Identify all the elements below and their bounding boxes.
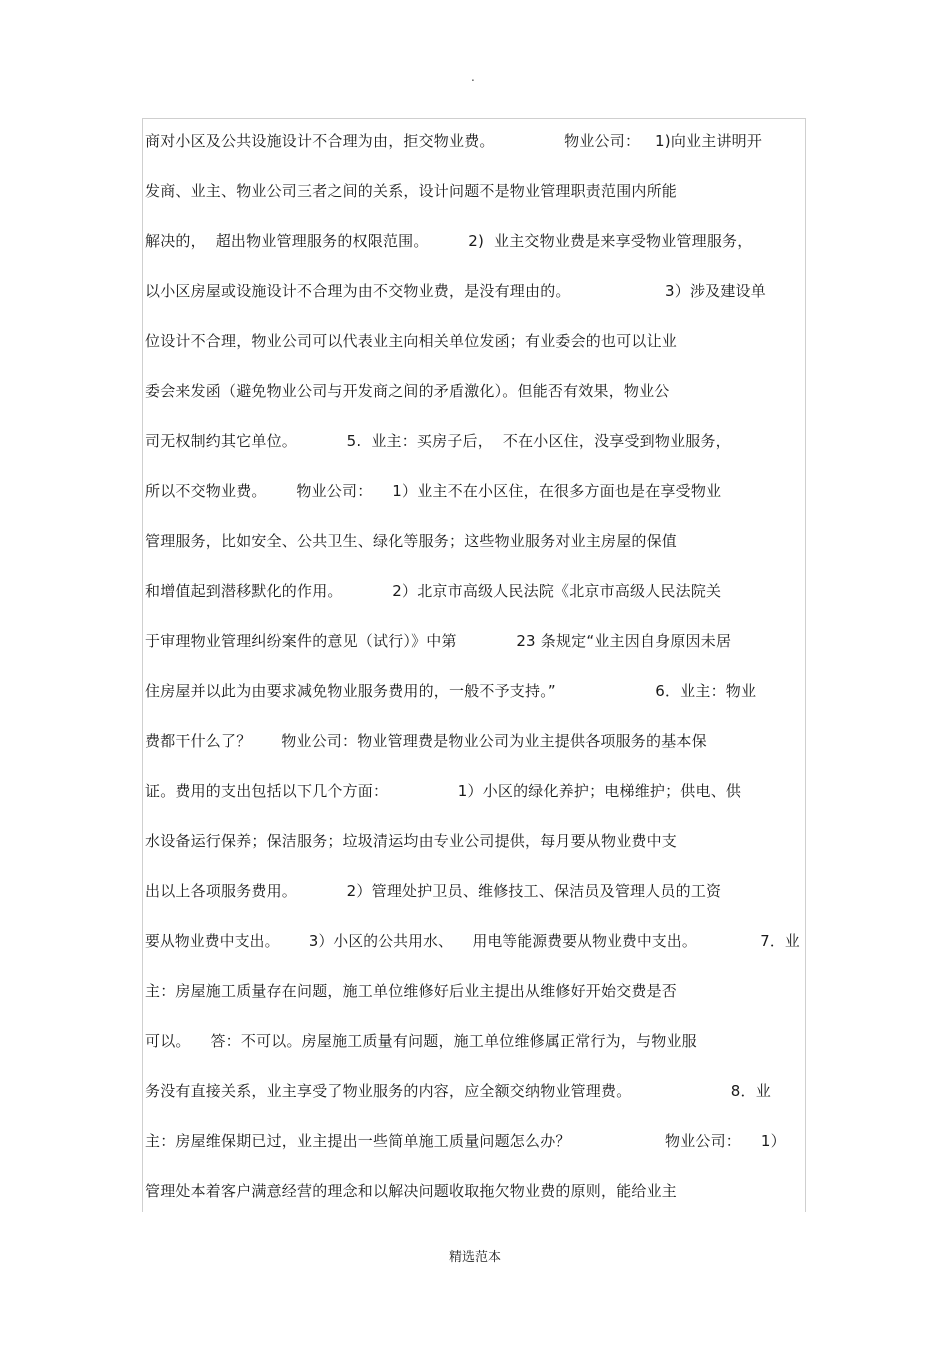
text-line: 于审理物业管理纠纷案件的意见（试行）》中第 23 条规定“业主因自身原因未居 bbox=[145, 632, 732, 650]
text-line: 发商、业主、物业公司三者之间的关系，设计问题不是物业管理职责范围内所能 bbox=[145, 182, 678, 200]
text-line: 水设备运行保养；保洁服务；垃圾清运均由专业公司提供，每月要从物业费中支 bbox=[145, 832, 678, 850]
text-line: 管理服务，比如安全、公共卫生、绿化等服务；这些物业服务对业主房屋的保值 bbox=[145, 532, 678, 550]
text-line: 司无权制约其它单位。 5. 业主：买房子后， 不在小区住，没享受到物业服务， bbox=[145, 432, 731, 450]
text-line: 主：房屋施工质量存在问题，施工单位维修好后业主提出从维修好开始交费是否 bbox=[145, 982, 678, 1000]
text-line: 证。费用的支出包括以下几个方面： 1）小区的绿化养护；电梯维护；供电、供 bbox=[145, 782, 742, 800]
text-line: 出以上各项服务费用。 2）管理处护卫员、维修技工、保洁员及管理人员的工资 bbox=[145, 882, 722, 900]
text-line: 主：房屋维保期已过，业主提出一些简单施工质量问题怎么办？ 物业公司： 1） bbox=[145, 1132, 786, 1150]
text-line: 所以不交物业费。 物业公司： 1）业主不在小区住，在很多方面也是在享受物业 bbox=[145, 482, 722, 500]
text-line: 商对小区及公共设施设计不合理为由，拒交物业费。 物业公司： 1)向业主讲明开 bbox=[145, 132, 763, 150]
text-line: 委会来发函（避免物业公司与开发商之间的矛盾激化）。但能否有效果，物业公 bbox=[145, 382, 670, 400]
text-line: 位设计不合理，物业公司可以代表业主向相关单位发函；有业委会的也可以让业 bbox=[145, 332, 678, 350]
text-line: 费都干什么了？ 物业公司：物业管理费是物业公司为业主提供各项服务的基本保 bbox=[145, 732, 707, 750]
text-line: 管理处本着客户满意经营的理念和以解决问题收取拖欠物业费的原则，能给业主 bbox=[145, 1182, 678, 1200]
text-line: 务没有直接关系，业主享受了物业服务的内容，应全额交纳物业管理费。 8．业 bbox=[145, 1082, 771, 1100]
text-line: 以小区房屋或设施设计不合理为由不交物业费，是没有理由的。 3）涉及建设单 bbox=[145, 282, 766, 300]
text-line: 住房屋并以此为由要求减免物业服务费用的，一般不予支持。” 6．业主：物业 bbox=[145, 682, 757, 700]
text-line: 可以。 答：不可以。房屋施工质量有问题，施工单位维修属正常行为，与物业服 bbox=[145, 1032, 697, 1050]
text-line: 解决的， 超出物业管理服务的权限范围。 2) 业主交物业费是来享受物业管理服务， bbox=[145, 232, 753, 250]
text-line: 要从物业费中支出。 3）小区的公共用水、 用电等能源费要从物业费中支出。 7．业 bbox=[145, 932, 800, 950]
page-footer: 精选范本 bbox=[448, 1250, 501, 1265]
header-dot: . bbox=[471, 70, 475, 84]
text-line: 和增值起到潜移默化的作用。 2）北京市高级人民法院《北京市高级人民法院关 bbox=[145, 582, 722, 600]
